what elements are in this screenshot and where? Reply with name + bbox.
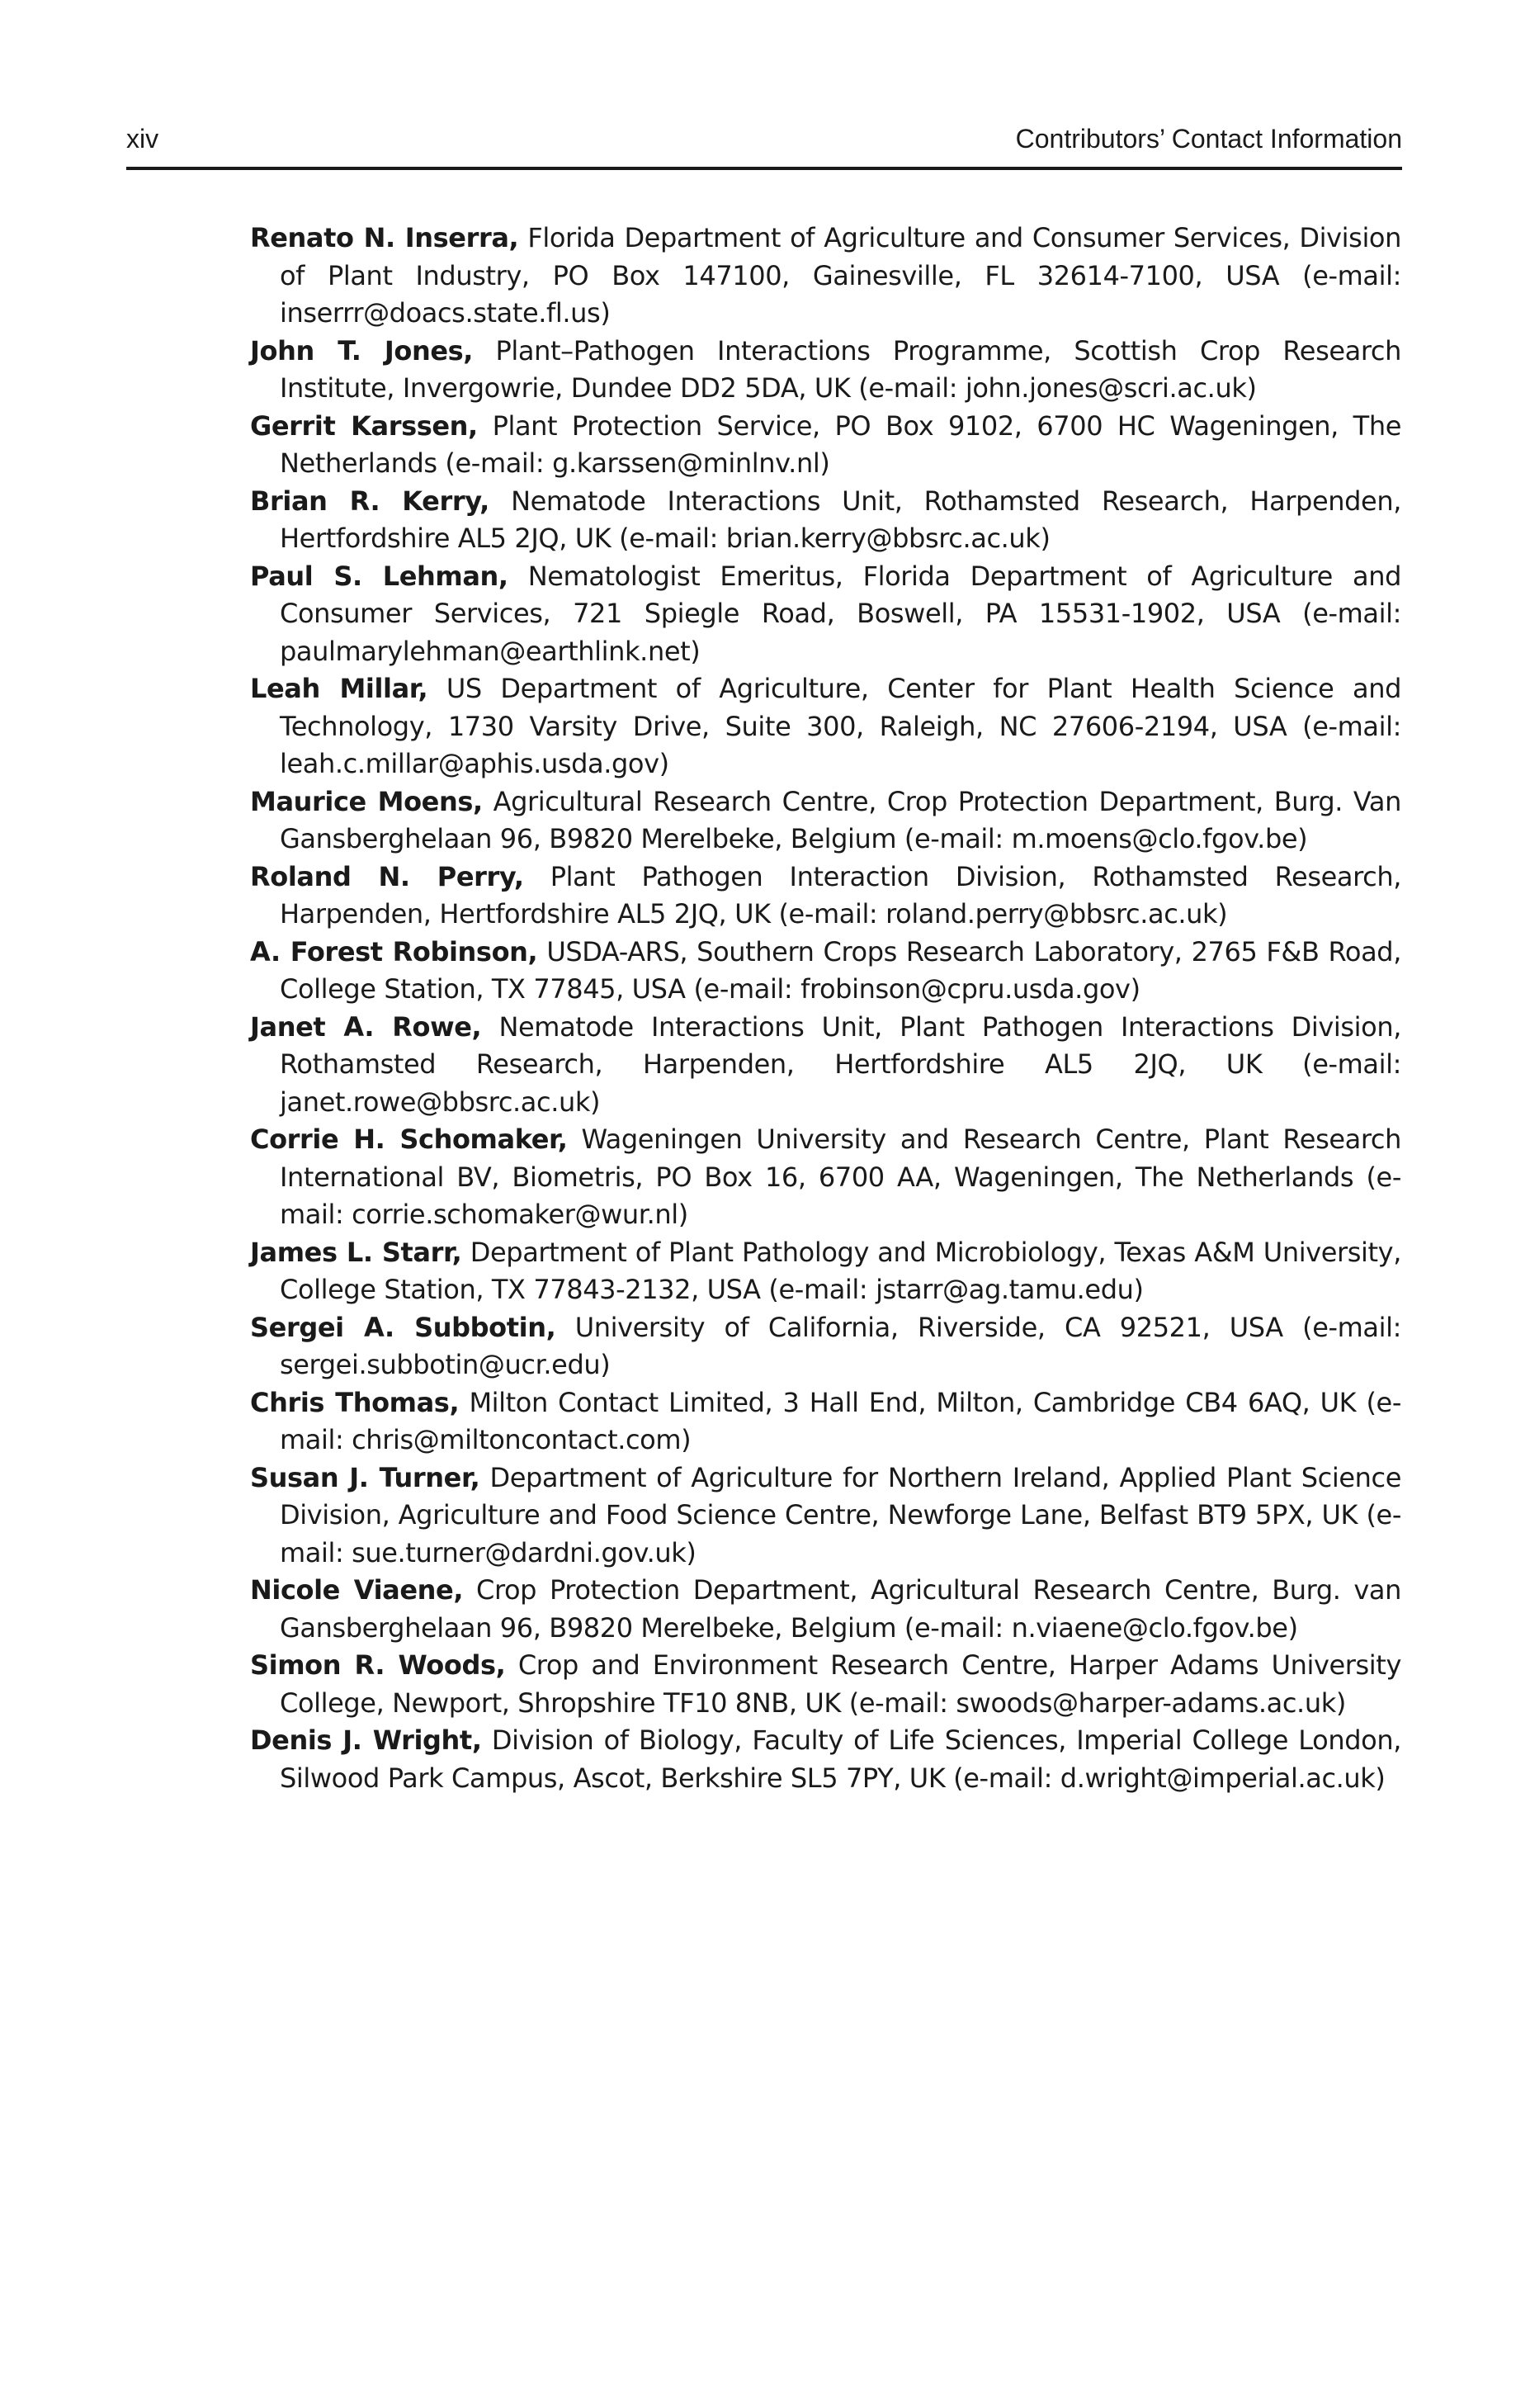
contributor-entry [250,1384,1401,1459]
contributor-name: Sergei A. Subbotin, [250,1311,556,1343]
contributor-name: Corrie H. Schomaker, [250,1124,568,1155]
contributor-name: Denis J. Wright, [250,1724,482,1756]
contributor-details: Florida Department of Agriculture and Consumer Services, Division of Plant Industry, PO Box 147100, Gainesville, FL 32614-7100, USA (e-mail: inserrr@doacs.state.fl.us) [280,222,1401,329]
contributor-name: A. Forest Robinson, [250,935,538,967]
contributor-name: Roland N. Perry, [250,860,524,892]
contributor-details: Department of Agriculture for Northern Ireland, Applied Plant Science Division, Agriculture and Food Science Centre, Newforge Lane, Belfast BT9 5PX, UK (e-mail: sue.turner@dardni.gov.uk) [280,1461,1401,1568]
contributor-entry [250,558,1401,671]
contributor-details: Wageningen University and Research Centre, Plant Research International BV, Biometris, PO Box 16, 6700 AA, Wageningen, The Netherlands (e-mail: corrie.schomaker@wur.nl) [280,1124,1401,1230]
contributor-name: Janet A. Rowe, [250,1010,482,1043]
contributor-name: Nicole Viaene, [250,1574,464,1606]
contributor-entry [250,1722,1401,1797]
contributor-details: Plant Protection Service, PO Box 9102, 6700 HC Wageningen, The Netherlands (e-mail: g.karssen@minlnv.nl) [280,409,1401,479]
contributor-name: Brian R. Kerry, [250,485,489,517]
contributor-entry [250,220,1401,333]
contributor-details: Nematode Interactions Unit, Plant Pathogen Interactions Division, Rothamsted Research, Harpenden, Hertfordshire AL5 2JQ, UK (e-mail: janet.rowe@bbsrc.ac.uk) [280,1010,1401,1118]
contributor-entry [250,483,1401,558]
contributor-entry [250,1572,1401,1647]
contributor-details: USDA-ARS, Southern Crops Research Laboratory, 2765 F&B Road, College Station, TX 77845, USA (e-mail: frobinson@cpru.usda.gov) [280,935,1401,1005]
contributor-entry [250,408,1401,483]
running-head: Contributors’ Contact Information [1015,124,1402,154]
contributor-entry [250,1009,1401,1122]
contributor-name: Renato N. Inserra, [250,222,519,253]
contributor-name: Maurice Moens, [250,785,483,817]
contributor-details: Crop Protection Department, Agricultural Research Centre, Burg. van Gansberghelaan 96, B9820 Merelbeke, Belgium (e-mail: n.viaene@clo.fgov.be) [280,1574,1402,1644]
contributor-details: Division of Biology, Faculty of Life Sciences, Imperial College London, Silwood Park Campus, Ascot, Berkshire SL5 7PY, UK (e-mail: d.wright@imperial.ac.uk) [280,1724,1401,1794]
contributor-entry [250,1121,1401,1234]
contributor-details: Milton Contact Limited, 3 Hall End, Milton, Cambridge CB4 6AQ, UK (e-mail: chris@miltoncontact.com) [280,1386,1401,1455]
contributor-details: Department of Plant Pathology and Microbiology, Texas A&M University, College Station, TX 77843-2132, USA (e-mail: jstarr@ag.tamu.edu) [280,1236,1401,1305]
contributor-details: University of California, Riverside, CA 92521, USA (e-mail: sergei.subbotin@ucr.edu) [280,1311,1401,1380]
contributor-name: Simon R. Woods, [250,1649,506,1681]
contributor-list [250,220,1401,1797]
contributor-details: Nematode Interactions Unit, Rothamsted Research, Harpenden, Hertfordshire AL5 2JQ, UK (e-mail: brian.kerry@bbsrc.ac.uk) [280,485,1401,554]
contributor-details: Agricultural Research Centre, Crop Protection Department, Burg. Van Gansberghelaan 96, B9820 Merelbeke, Belgium (e-mail: m.moens@clo.fgov.be) [280,785,1402,854]
contributor-details: Plant–Pathogen Interactions Programme, Scottish Crop Research Institute, Invergowrie, Dundee DD2 5DA, UK (e-mail: john.jones@scri.ac.uk) [280,334,1401,404]
contributor-name: Susan J. Turner, [250,1461,480,1493]
contributor-entry [250,670,1401,783]
page-number: xiv [126,124,159,154]
contributor-name: Paul S. Lehman, [250,560,508,592]
contributor-entry [250,783,1401,859]
contributor-name: Gerrit Karssen, [250,409,478,442]
contributor-entry [250,1234,1401,1309]
contributor-entry [250,1309,1401,1384]
contributor-name: James L. Starr, [250,1236,462,1268]
contributor-details: Nematologist Emeritus, Florida Department of Agriculture and Consumer Services, 721 Spiegle Road, Boswell, PA 15531-1902, USA (e-mail: paulmarylehman@earthlink.net) [280,560,1401,667]
contributor-entry [250,934,1401,1009]
contributor-name: Chris Thomas, [250,1386,460,1418]
contributor-details: US Department of Agriculture, Center for Plant Health Science and Technology, 1730 Varsity Drive, Suite 300, Raleigh, NC 27606-2194, USA (e-mail: leah.c.millar@aphis.usda.gov) [280,673,1401,779]
contributor-entry [250,859,1401,934]
contributor-name: Leah Millar, [250,673,428,704]
contributor-details: Plant Pathogen Interaction Division, Rothamsted Research, Harpenden, Hertfordshire AL5 2JQ, UK (e-mail: roland.perry@bbsrc.ac.uk) [280,860,1401,930]
contributor-entry [250,1647,1401,1722]
contributor-entry [250,1459,1401,1573]
contributor-details: Crop and Environment Research Centre, Harper Adams University College, Newport, Shropshire TF10 8NB, UK (e-mail: swoods@harper-adams.ac.uk) [280,1649,1401,1719]
contributor-entry [250,333,1401,408]
page-header [126,121,1402,170]
contributor-name: John T. Jones, [250,334,474,367]
